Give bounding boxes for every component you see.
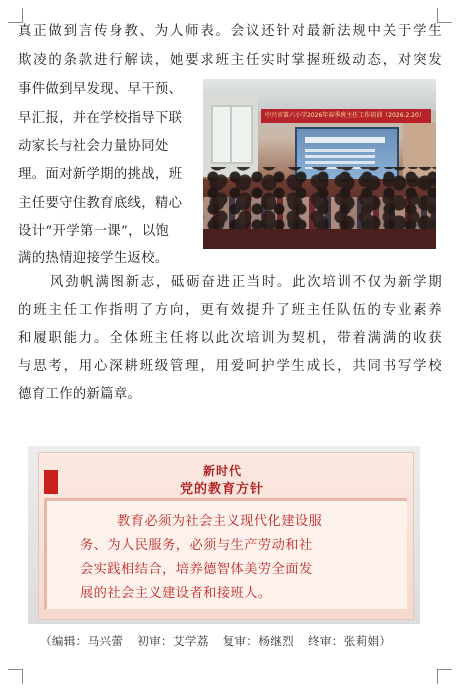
- body-text-line: 事件做到早发现、早干预、: [18, 82, 183, 97]
- body-text-line: 主任要守住教育底线，精心: [18, 196, 183, 211]
- body-text-line: 欺凌的条款进行解读，她要求班主任实时掌握班级动态，对突发: [18, 53, 442, 68]
- credit-first-review: 初审：艾学荔: [137, 634, 209, 648]
- ribbon-marker: [44, 470, 58, 494]
- crop-mark-top-left: [8, 8, 23, 23]
- crop-mark-bottom-left: [8, 669, 23, 684]
- body-text-line: 的班主任工作指明了方向，更有效提升了班主任队伍的专业素养: [18, 303, 442, 318]
- credit-editor: （编辑：马兴蕾: [40, 634, 124, 648]
- body-text-line: 风劲帆满图新志，砥砺奋进正当时。此次培训不仅为新学期: [50, 275, 442, 290]
- quote-box-kicker: 新时代: [203, 464, 243, 478]
- credit-final-review: 终审：张莉娟）: [308, 634, 392, 648]
- photo-banner-text: 中兴市第六小学2026年春季班主任工作培训（2026.2.20）: [265, 112, 425, 119]
- body-text-line: 理。面对新学期的挑战，班: [18, 167, 183, 182]
- quote-line: 会实践相结合，培养德智体美劳全面发: [80, 562, 313, 577]
- crop-mark-top-right: [437, 8, 452, 23]
- credit-second-review: 复审：杨继烈: [222, 634, 295, 648]
- body-text-line: 与思考，用心深耕班级管理，用爱呵护学生成长，共同书写学校: [18, 359, 442, 374]
- body-text-line: 动家长与社会力量协同处: [18, 139, 169, 154]
- quote-box-title: 党的教育方针: [180, 482, 265, 497]
- body-text-line: 设计“开学第一课”，以饱: [18, 224, 170, 239]
- quote-line: 教育必须为社会主义现代化建设服: [117, 514, 323, 529]
- crop-mark-bottom-right: [437, 669, 452, 684]
- editorial-credits: [40, 633, 430, 649]
- body-text-line: 和履职能力。全体班主任将以此次培训为契机，带着满满的收获: [18, 331, 442, 346]
- quote-line: 务、为人民服务，必须与生产劳动和社: [80, 538, 313, 553]
- body-text-line: 德育工作的新篇章。: [18, 387, 142, 402]
- body-text-line: 真正做到言传身教、为人师表。会议还针对最新法规中关于学生: [18, 24, 442, 39]
- quote-line: 展的社会主义建设者和接班人。: [80, 586, 272, 601]
- body-text-line: 满的热情迎接学生返校。: [18, 251, 169, 266]
- training-meeting-photo: [203, 79, 436, 249]
- body-text-line: 早汇报，并在学校指导下联: [18, 111, 183, 126]
